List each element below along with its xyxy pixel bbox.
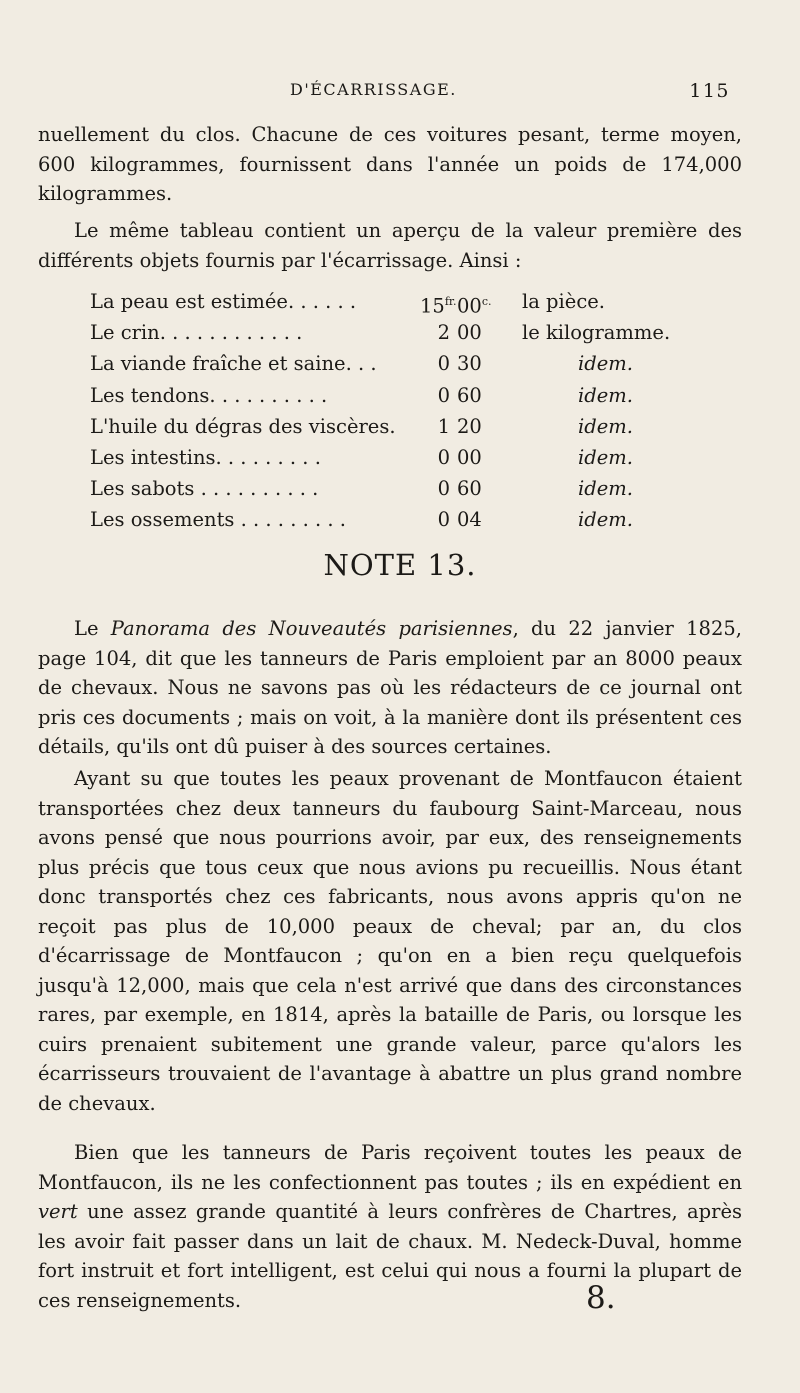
item-francs: 0 bbox=[437, 508, 450, 532]
item-francs: 0 bbox=[437, 352, 450, 376]
item-francs: $15^{fr.}$ bbox=[420, 294, 457, 318]
item-unit: idem. bbox=[578, 383, 633, 407]
table-row bbox=[90, 473, 690, 504]
item-cents: 60 bbox=[457, 477, 482, 501]
emphasis-vert: vert bbox=[38, 1200, 78, 1223]
table-row bbox=[90, 348, 690, 379]
table-row bbox=[90, 286, 690, 317]
item-francs: 0 bbox=[437, 383, 450, 407]
item-francs: 0 bbox=[437, 445, 450, 469]
paragraph-text: Bien que les tanneurs de Paris reçoivent toutes les peaux de Montfaucon, ils ne les confectionnent pas toutes ; ils en expédient en vert une assez grande quantité à leurs confrères de Chartres, après les avoir fait passer dans un lait de chaux. M. Nedeck-Duval, homme fort instruit et fort intelligent, est celui qui nous a fourni la plupart de ces renseignements. bbox=[38, 1141, 742, 1312]
paragraph-text: Ayant su que toutes les peaux provenant de Montfaucon étaient transportées chez deux tanneurs du faubourg Saint-Marceau, nous avons pensé que nous pourrions avoir, par eux, des renseignements plus précis que tous ceux que nous avions pu recueillis. Nous étant donc transportés chez ces fabricants, nous avons appris qu'on ne reçoit pas plus de 10,000 peaux de cheval; par an, du clos d'écarrissage de Montfaucon ; qu'on en a bien reçu quelquefois jusqu'à 12,000, mais que cela n'est arrivé que dans des circonstances rares, par exemple, en 1814, après la bataille de Paris, ou lorsque les cuirs prenaient subitement une grande valeur, parce qu'alors les écarrisseurs trouvaient de l'avantage à abattre un plus grand nombre de chevaux. bbox=[38, 767, 742, 1115]
item-cents: 00 bbox=[457, 445, 482, 469]
table-row bbox=[90, 504, 690, 535]
paragraph-text: Le Panorama des Nouveautés parisiennes, du 22 janvier 1825, page 104, dit que les tanneurs de Paris emploient par an 8000 peaux de chevaux. Nous ne savons pas où les rédacteurs de ce journal ont pris ces documents ; mais on voit, à la manière dont ils présentent ces détails, qu'ils ont dû puiser à des sources certaines. bbox=[38, 617, 742, 758]
table-row bbox=[90, 317, 690, 348]
item-label: La viande fraîche et saine. . . bbox=[90, 352, 377, 376]
item-unit: la pièce. bbox=[522, 290, 605, 313]
item-francs: 1 bbox=[437, 414, 450, 438]
paragraph-text: Le même tableau contient un aperçu de la valeur première des différents objets fournis par l'écarrissage. Ainsi : bbox=[38, 219, 742, 272]
table-row bbox=[90, 380, 690, 411]
item-label: Les ossements . . . . . . . . . bbox=[90, 508, 346, 532]
signature-mark: 8. bbox=[586, 1280, 616, 1316]
item-unit: le kilogramme. bbox=[522, 321, 671, 345]
paragraph-continuation bbox=[38, 120, 742, 209]
item-cents: 00 bbox=[457, 321, 482, 345]
item-cents: $00^{c.}$ bbox=[457, 294, 492, 318]
running-title: D'ÉCARRISSAGE. bbox=[290, 80, 457, 99]
item-unit: idem. bbox=[578, 477, 633, 501]
item-cents: 20 bbox=[457, 414, 482, 438]
item-unit: idem. bbox=[578, 414, 633, 438]
paragraph-montfaucon bbox=[38, 764, 742, 1118]
item-cents: 30 bbox=[457, 352, 482, 376]
price-table bbox=[90, 286, 690, 536]
item-unit: idem. bbox=[578, 445, 633, 469]
item-label: Les tendons. . . . . . . . . . bbox=[90, 383, 328, 407]
item-label: Le crin. . . . . . . . . . . . bbox=[90, 321, 303, 345]
item-label: Les sabots . . . . . . . . . . bbox=[90, 477, 319, 501]
table-row bbox=[90, 442, 690, 473]
item-unit: idem. bbox=[578, 352, 633, 376]
item-francs: 2 bbox=[437, 321, 450, 345]
journal-title: Panorama des Nouveautés parisiennes bbox=[110, 617, 513, 640]
note-heading: NOTE 13. bbox=[323, 548, 477, 582]
paragraph-panorama bbox=[38, 614, 742, 762]
item-unit: idem. bbox=[578, 508, 633, 532]
item-cents: 60 bbox=[457, 383, 482, 407]
paragraph-tanneurs bbox=[38, 1138, 742, 1315]
item-francs: 0 bbox=[437, 477, 450, 501]
paragraph-value-intro bbox=[38, 216, 742, 275]
paragraph-text: nuellement du clos. Chacune de ces voitures pesant, terme moyen, 600 kilogrammes, fournissent dans l'année un poids de 174,000 kilogrammes. bbox=[38, 123, 742, 205]
item-label: L'huile du dégras des viscères. bbox=[90, 414, 396, 438]
page-number: 115 bbox=[689, 80, 730, 102]
running-head bbox=[290, 80, 730, 110]
item-label: La peau est estimée. . . . . . bbox=[90, 290, 357, 313]
item-label: Les intestins. . . . . . . . . bbox=[90, 445, 321, 469]
table-row bbox=[90, 411, 690, 442]
item-cents: 04 bbox=[457, 508, 482, 532]
